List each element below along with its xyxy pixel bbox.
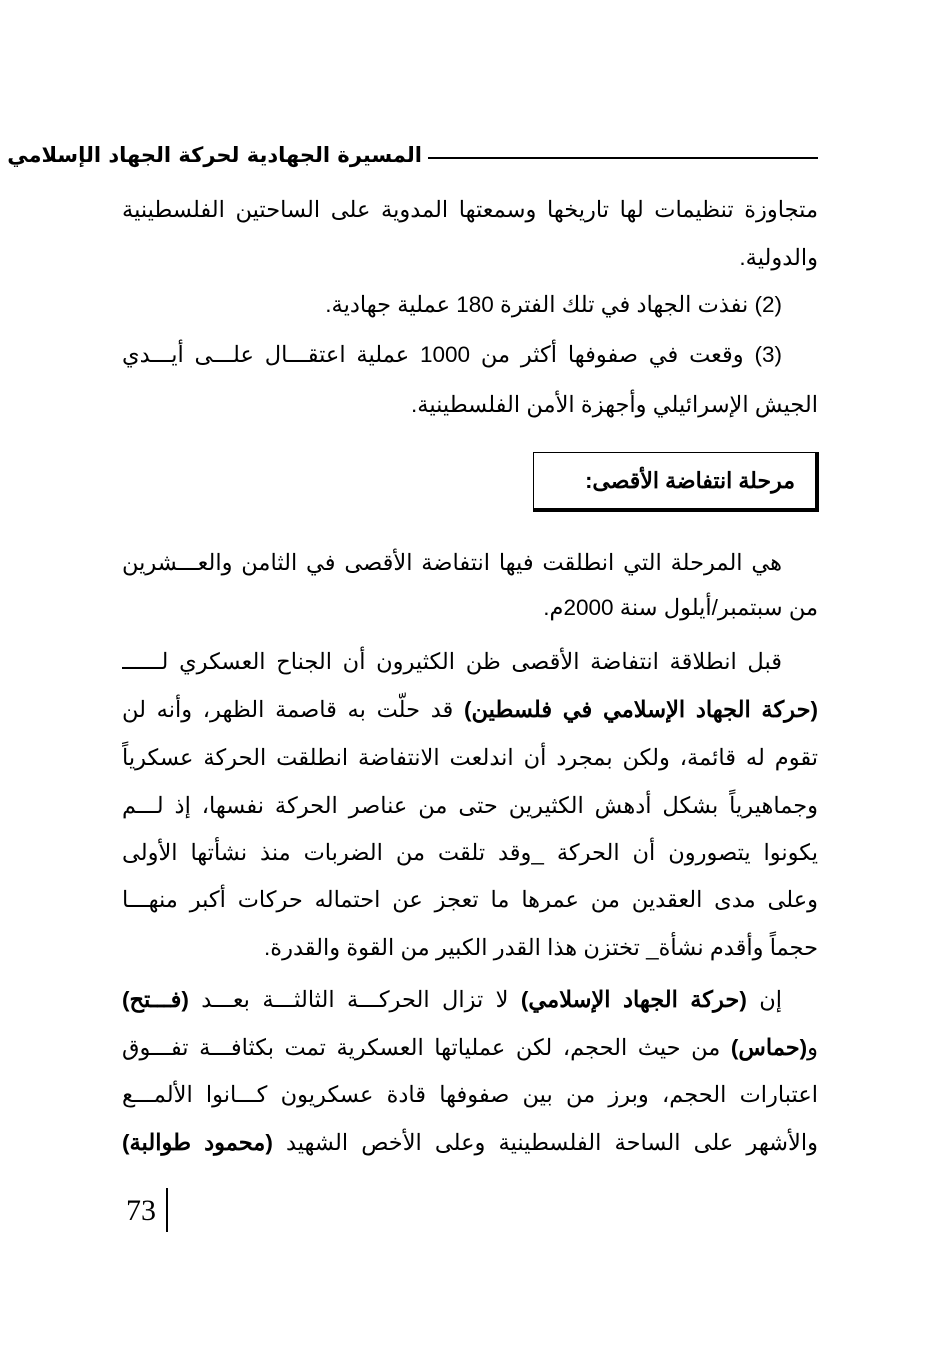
text-run: إن	[746, 987, 783, 1012]
bold-text: (فـــتح)	[122, 987, 189, 1012]
text-line	[122, 1071, 818, 1119]
text-run: والأشهر على الساحة الفلسطينية وعلى الأخص الشهيد	[272, 1130, 818, 1155]
text-line	[122, 829, 818, 877]
text-line	[122, 186, 818, 234]
text-run: والدولية.	[739, 245, 818, 270]
text-line	[122, 381, 818, 429]
text-run: قد حلّت به قاصمة الظهر، وأنه لن	[122, 697, 464, 722]
text-line	[122, 976, 818, 1024]
text-run: (3) وقعت في صفوفها أكثر من 1000 عملية اعتقـــال علـــى أيـــدي	[122, 342, 782, 367]
text-run: حجماً وأقدم نشأة_ تختزن هذا القدر الكبير من القوة والقدرة.	[264, 935, 818, 960]
text-line	[122, 1119, 818, 1167]
running-title: المسيرة الجهادية لحركة الجهاد الإسلامي	[7, 143, 422, 167]
text-run: اعتبارات الحجم، وبرز من بين صفوفها قادة عسكريون كـــانوا الألمـــع	[122, 1082, 818, 1107]
text-run: تقوم له قائمة، ولكن بمجرد أن اندلعت الانتفاضة انطلقت الحركة عسكرياً	[122, 745, 818, 770]
text-run: وجماهيرياً بشكل أدهش الكثيرين حتى من عناصر الحركة نفسها، إذ لـــم	[122, 793, 818, 818]
text-run: و	[807, 1035, 818, 1060]
page-number-divider	[166, 1188, 168, 1232]
page-number: 73	[126, 1194, 156, 1227]
text-line	[122, 1024, 818, 1072]
list-item	[122, 281, 818, 329]
text-line	[122, 234, 818, 282]
bold-text: (حماس)	[730, 1035, 808, 1060]
header-rule	[428, 157, 818, 159]
list-item	[122, 331, 818, 379]
bold-text: (حركة الجهاد الإسلامي)	[520, 987, 747, 1012]
text-line	[122, 876, 818, 924]
text-run: الجيش الإسرائيلي وأجهزة الأمن الفلسطينية.	[411, 392, 818, 417]
text-run: قبل انطلاقة انتفاضة الأقصى ظن الكثيرون أن الجناح العسكري لــــــ	[122, 649, 782, 674]
text-line	[122, 638, 818, 686]
text-line	[122, 782, 818, 830]
text-run: لا تزال الحركـــة الثالثـــة بعـــد	[188, 987, 521, 1012]
text-run: من حيث الحجم، لكن عملياتها العسكرية تمت بكثافـــة تفـــوق	[122, 1035, 731, 1060]
text-run: وعلى مدى العقدين من عمرها ما تعجز عن احتماله حركات أكبر منهـــا	[122, 887, 818, 912]
section-heading: مرحلة انتفاضة الأقصى:	[585, 468, 795, 493]
text-line	[122, 924, 818, 972]
bold-text: (حركة الجهاد الإسلامي في فلسطين)	[463, 697, 818, 722]
text-run: من سبتمبر/أيلول سنة 2000م.	[543, 595, 818, 620]
text-line	[122, 686, 818, 734]
text-run: (2) نفذت الجهاد في تلك الفترة 180 عملية جهادية.	[325, 292, 782, 317]
bold-text: (محمود طوالبة)	[122, 1130, 273, 1155]
text-run: متجاوزة تنظيمات لها تاريخها وسمعتها المدوية على الساحتين الفلسطينية	[122, 197, 818, 222]
text-line	[122, 734, 818, 782]
text-run: يكونوا يتصورون أن الحركة _وقد تلقت من الضربات منذ نشأتها الأولى	[122, 840, 818, 865]
text-line	[122, 539, 818, 587]
section-heading-box	[533, 452, 819, 512]
text-run: هي المرحلة التي انطلقت فيها انتفاضة الأقصى في الثامن والعـــشرين	[122, 550, 782, 575]
text-line	[122, 584, 818, 632]
